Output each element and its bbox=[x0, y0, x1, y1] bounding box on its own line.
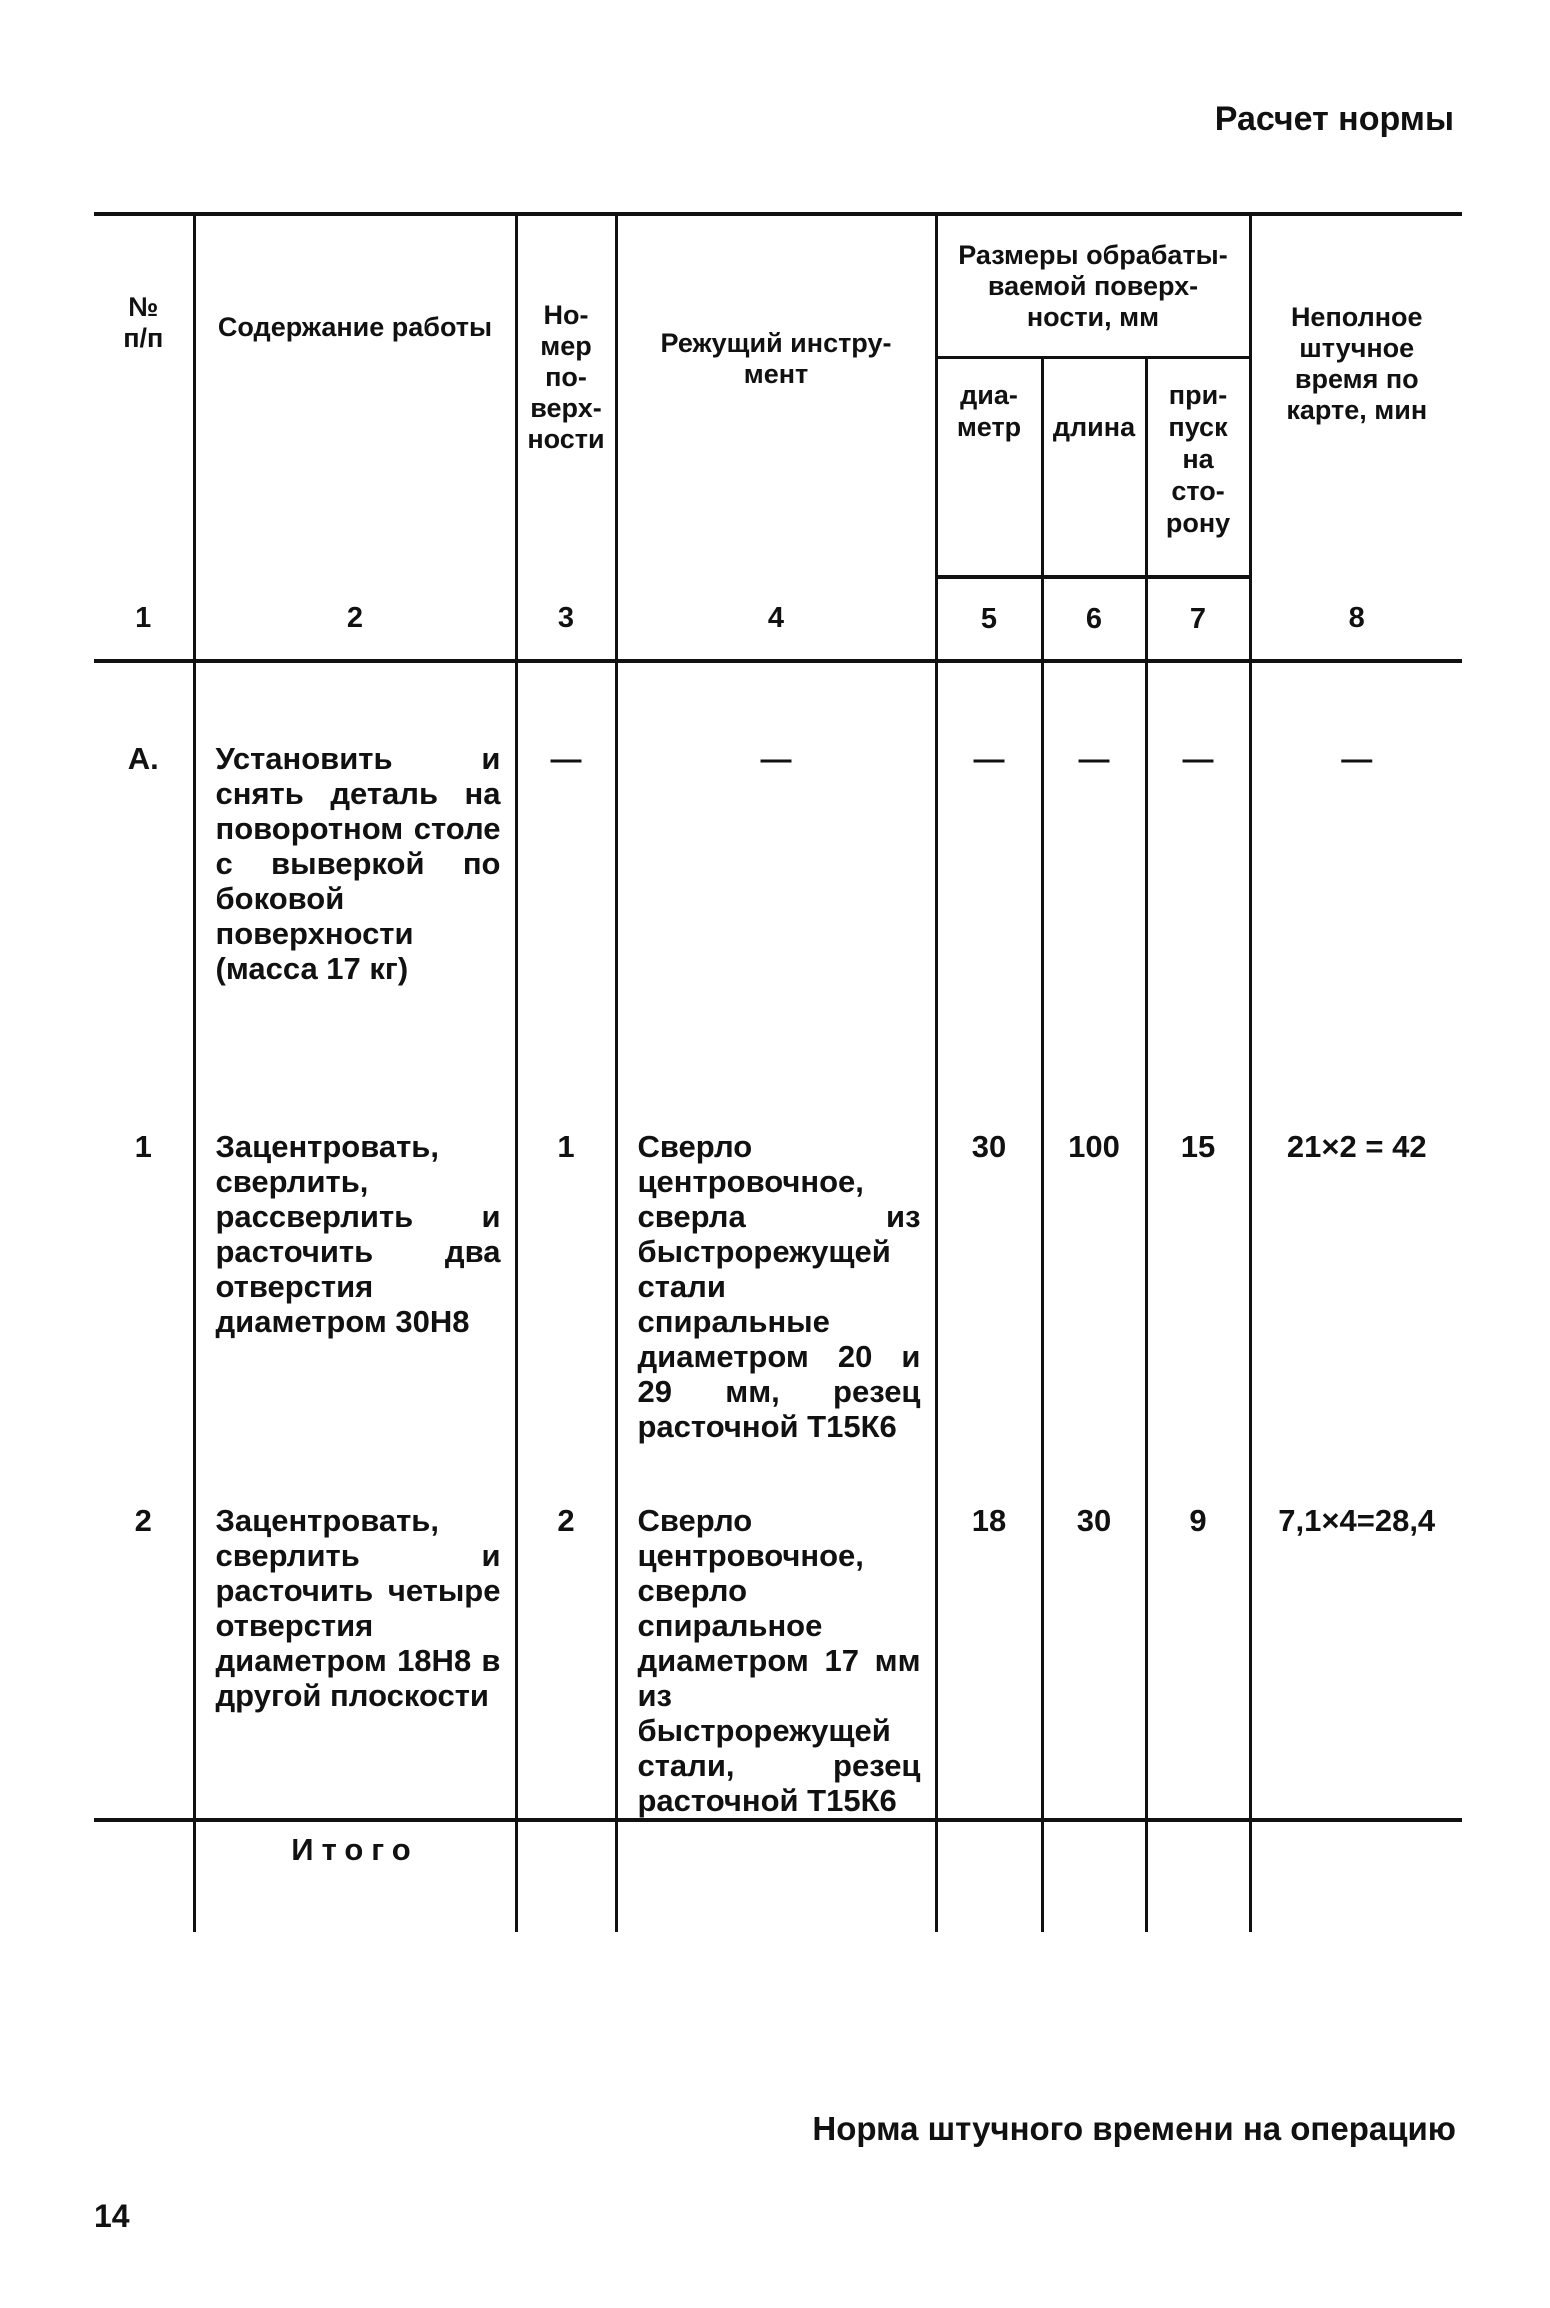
row-diameter: — bbox=[936, 661, 1042, 1129]
row-length: 100 bbox=[1042, 1129, 1146, 1503]
row-surface: 2 bbox=[516, 1503, 616, 1820]
row-time: 21×2 = 42 bbox=[1250, 1129, 1462, 1503]
header-diameter: диа- метр bbox=[936, 358, 1042, 578]
row-allowance: 9 bbox=[1146, 1503, 1250, 1820]
header-length: длина bbox=[1042, 358, 1146, 578]
row-diameter: 18 bbox=[936, 1503, 1042, 1820]
header-sizes-group: Размеры обрабаты- ваемой поверх- ности, мм bbox=[936, 214, 1250, 358]
column-number: 8 bbox=[1250, 577, 1462, 661]
row-tool: — bbox=[616, 661, 936, 1129]
column-number: 1 bbox=[94, 577, 194, 661]
column-number: 7 bbox=[1146, 577, 1250, 661]
table-row bbox=[94, 661, 1462, 1129]
total-row bbox=[94, 1820, 1462, 1932]
header-tool: Режущий инстру- мент bbox=[616, 214, 936, 577]
header-surface: Но- мер по- верх- ности bbox=[516, 214, 616, 577]
column-number: 6 bbox=[1042, 577, 1146, 661]
row-time: 7,1×4=28,4 bbox=[1250, 1503, 1462, 1820]
row-num: 1 bbox=[94, 1129, 194, 1503]
header-num: № п/п bbox=[94, 214, 194, 577]
column-number: 4 bbox=[616, 577, 936, 661]
row-time: — bbox=[1250, 661, 1462, 1129]
row-surface: 1 bbox=[516, 1129, 616, 1503]
row-content: Зацентровать, сверлить и расточить четыре отверстия диаметром 18Н8 в другой плоскости bbox=[194, 1503, 516, 1820]
header-time: Неполное штучное время по карте, мин bbox=[1250, 214, 1462, 577]
column-number: 2 bbox=[194, 577, 516, 661]
column-number: 5 bbox=[936, 577, 1042, 661]
row-diameter: 30 bbox=[936, 1129, 1042, 1503]
total-label: Итого bbox=[194, 1820, 516, 1932]
row-tool: Сверло центровочное, сверла из быстрорежущей стали спиральные диаметром 20 и 29 мм, резец расточной Т15К6 bbox=[616, 1129, 936, 1503]
header-allowance: при- пуск на сто- рону bbox=[1146, 358, 1250, 578]
row-length: — bbox=[1042, 661, 1146, 1129]
row-length: 30 bbox=[1042, 1503, 1146, 1820]
page-number: 14 bbox=[94, 2198, 130, 2234]
page-title: Расчет нормы bbox=[1214, 100, 1454, 138]
row-content: Зацентровать, сверлить, рассверлить и расточить два отверстия диаметром 30Н8 bbox=[194, 1129, 516, 1503]
norm-calculation-table bbox=[94, 212, 1462, 1932]
table-row bbox=[94, 1503, 1462, 1820]
row-allowance: 15 bbox=[1146, 1129, 1250, 1503]
row-num: А. bbox=[94, 661, 194, 1129]
row-content: Установить и снять деталь на поворотном столе с выверкой по боковой поверхности (масса 17 кг) bbox=[194, 661, 516, 1129]
row-allowance: — bbox=[1146, 661, 1250, 1129]
column-numbers-row bbox=[94, 577, 1462, 661]
row-surface: — bbox=[516, 661, 616, 1129]
column-number: 3 bbox=[516, 577, 616, 661]
row-num: 2 bbox=[94, 1503, 194, 1820]
row-tool: Сверло центровочное, сверло спиральное диаметром 17 мм из быстрорежущей стали, резец расточной Т15К6 bbox=[616, 1503, 936, 1820]
header-content: Содержание работы bbox=[194, 214, 516, 577]
table-row bbox=[94, 1129, 1462, 1503]
footer-note: Норма штучного времени на операцию bbox=[812, 2110, 1456, 2147]
